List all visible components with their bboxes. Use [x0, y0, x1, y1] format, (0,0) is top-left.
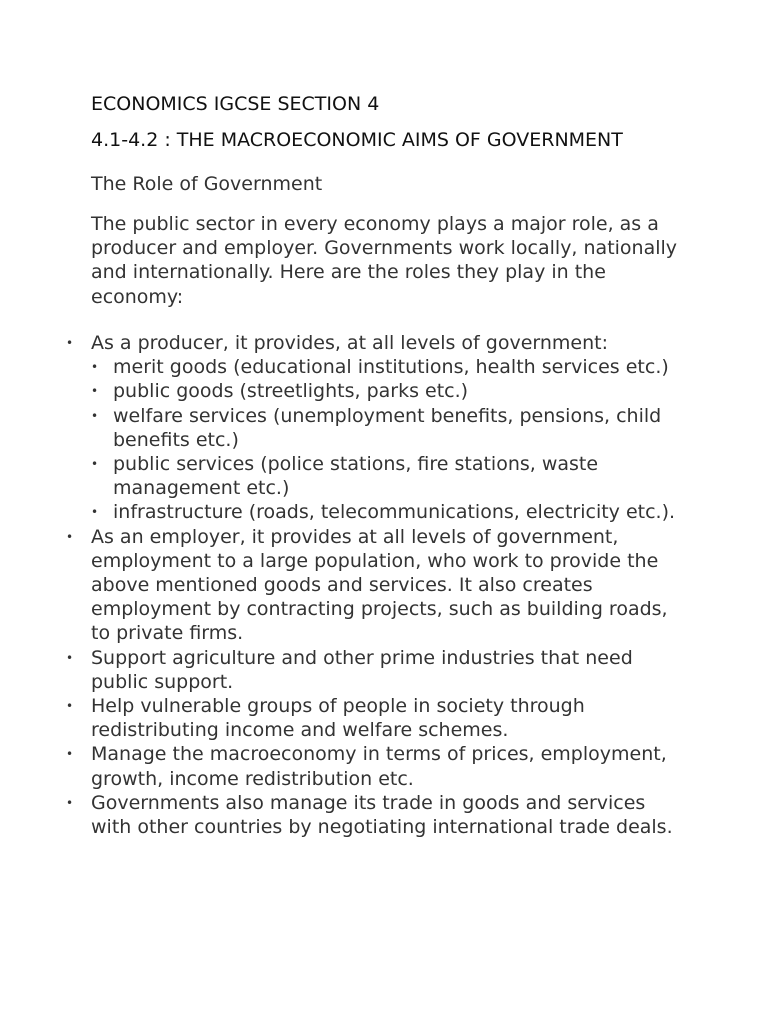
intro-paragraph: The public sector in every economy plays a major role, as a producer and employer. Governments work locally, nationally and internationally. Here are the roles they play in the economy: [91, 213, 678, 308]
list-item-vulnerable-groups: • Help vulnerable groups of people in society through redistributing income and welfare schemes. [91, 694, 691, 742]
list-item-macroeconomy: • Manage the macroeconomy in terms of prices, employment, growth, income redistribution etc. [91, 742, 691, 790]
sub-list-item: • public goods (streetlights, parks etc.) [113, 379, 691, 403]
document-title: ECONOMICS IGCSE SECTION 4 [91, 93, 380, 115]
sub-list-item: • public services (police stations, fire stations, waste management etc.) [113, 452, 691, 500]
list-item-trade: • Governments also manage its trade in goods and services with other countries by negotiating international trade deals. [91, 791, 691, 839]
section-heading: The Role of Government [91, 173, 323, 195]
document-subtitle: 4.1-4.2 : THE MACROECONOMIC AIMS OF GOVERNMENT [91, 129, 623, 151]
list-item-employer: • As an employer, it provides at all levels of government, employment to a large population, who work to provide the above mentioned goods and services. It also creates employment by contracting projects, such as building roads, to private firms. [91, 525, 691, 646]
sub-list-item: • welfare services (unemployment benefits, pensions, child benefits etc.) [113, 404, 691, 452]
sub-list-item: • merit goods (educational institutions, health services etc.) [113, 355, 691, 379]
sub-list-item: • infrastructure (roads, telecommunications, electricity etc.). [113, 500, 691, 524]
list-item-text: As a producer, it provides, at all levels of government: [91, 332, 608, 354]
list-item-agriculture: • Support agriculture and other prime industries that need public support. [91, 646, 691, 694]
roles-list [91, 331, 691, 839]
producer-sub-list [91, 355, 691, 524]
list-item-producer [91, 331, 691, 525]
